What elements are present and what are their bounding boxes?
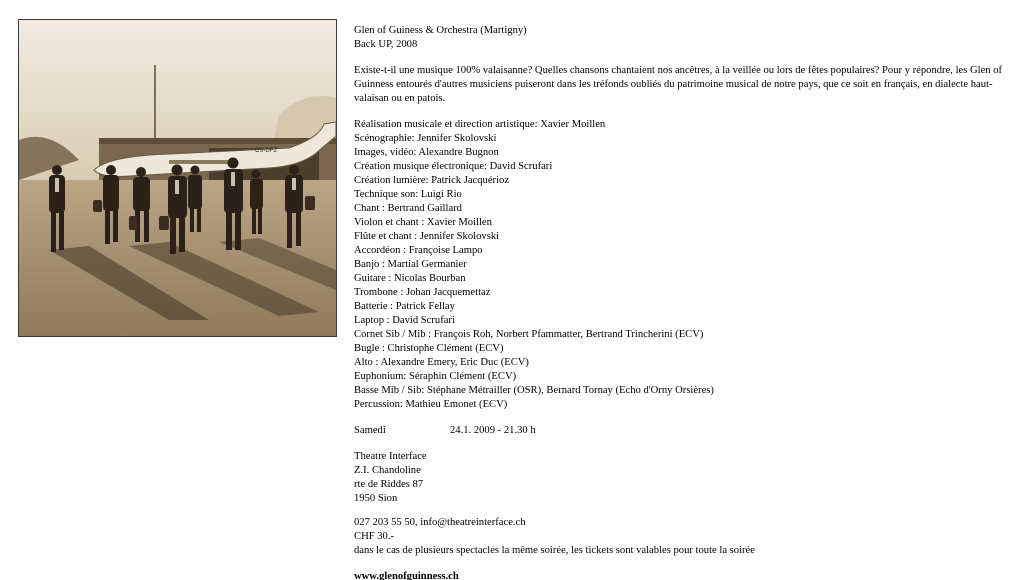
credit-line: Violon et chant : Xavier Moillen	[354, 217, 492, 228]
event-title: Glen of Guiness & Orchestra (Martigny)	[354, 25, 527, 36]
sepia-photo-image	[19, 20, 336, 336]
schedule-day: Samedi	[354, 425, 386, 436]
credit-line: Basse Mib / Sib: Stéphane Métrailler (OSR), Bernard Tornay (Echo d'Orny Orsières)	[354, 385, 714, 396]
credit-line: Euphonium: Séraphin Clément (ECV)	[354, 371, 517, 382]
credit-line: Flûte et chant : Jennifer Skolovski	[354, 231, 500, 242]
credit-line: Alto : Alexandre Emery, Eric Duc (ECV)	[354, 357, 529, 368]
website-link[interactable]: www.glenofguinness.ch	[354, 571, 459, 580]
credit-line: Chant : Bertrand Gaillard	[354, 203, 462, 214]
contact-phone-email: 027 203 55 50, info@theatreinterface.ch	[354, 517, 526, 528]
website-block	[354, 570, 1026, 580]
credits-list	[354, 118, 1026, 412]
credit-line: Banjo : Martial Germanier	[354, 259, 467, 270]
credit-line: Batterie : Patrick Fellay	[354, 301, 455, 312]
credit-line: Percussion: Mathieu Emonet (ECV)	[354, 399, 508, 410]
credit-line: Trombone : Johan Jacquemettaz	[354, 287, 491, 298]
venue-address	[354, 450, 1026, 506]
venue-address-line: 1950 Sion	[354, 493, 398, 504]
venue-address-line: rte de Riddes 87	[354, 479, 424, 490]
credit-line: Création musique électronique: David Scrufari	[354, 161, 553, 172]
schedule-datetime: 24.1. 2009 - 21.30 h	[450, 425, 536, 436]
credit-line: Création lumière: Patrick Jacquérioz	[354, 175, 510, 186]
credit-line: Accordéon : Françoise Lampo	[354, 245, 483, 256]
ticket-price: CHF 30.-	[354, 531, 395, 542]
contact-info	[354, 516, 1026, 558]
event-details	[354, 24, 1026, 580]
credit-line: Technique son: Luigi Rio	[354, 189, 462, 200]
schedule-row	[354, 424, 1026, 438]
credit-line: Cornet Sib / Mib : François Roh, Norbert Pfammatter, Bertrand Trincherini (ECV)	[354, 329, 704, 340]
credit-line: Guitare : Nicolas Bourban	[354, 273, 466, 284]
credit-line: Images, vidéo: Alexandre Bugnon	[354, 147, 499, 158]
venue-address-line: Z.I. Chandoline	[354, 465, 421, 476]
event-description-block	[354, 64, 1026, 106]
credit-line: Scénographie: Jennifer Skolovski	[354, 133, 497, 144]
event-description: Existe-t-il une musique 100% valaisanne? Quelles chansons chantaient nos ancêtres, à la veillée ou lors de fêtes populaires? Pour y répondre, les Glen of Guinness entourés d'autres musiciens puiseront dans les tréfonds oubliés du patrimoine musical de notre pays, que ce soit en français, en dialecte haut-valaisan ou en patois.	[354, 65, 1003, 104]
aircraft-registration: CS-DFZ	[255, 148, 277, 154]
credit-line: Bugle : Christophe Clément (ECV)	[354, 343, 504, 354]
credit-line: Laptop : David Scrufari	[354, 315, 455, 326]
event-header	[354, 24, 1026, 52]
ticket-note: dans le cas de plusieurs spectacles la même soirée, les tickets sont valables pour toute la soirée	[354, 545, 755, 556]
venue-name: Theatre Interface	[354, 451, 427, 462]
event-subtitle: Back UP, 2008	[354, 39, 418, 50]
group-photo	[18, 19, 337, 337]
credit-line: Réalisation musicale et direction artistique: Xavier Moillen	[354, 119, 606, 130]
